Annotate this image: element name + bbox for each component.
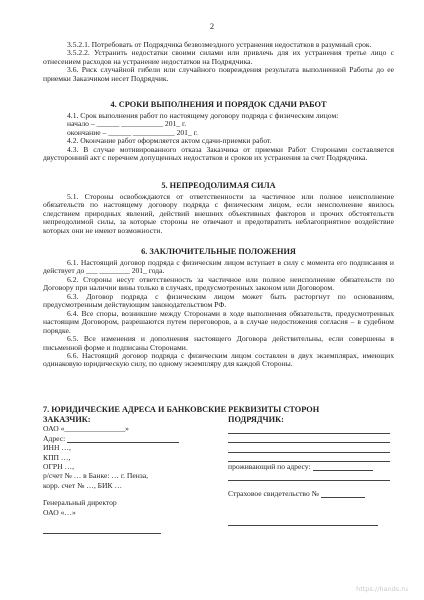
- customer-org: ОАО «________________»: [43, 424, 129, 434]
- clause-6-1: 6.1. Настоящий договор подряда с физическим лицом вступает в силу с момента его подписания и действует до ___ ________ 201_ года.: [43, 258, 394, 276]
- clause-4-2: 4.2. Окончание работ оформляется актом сдачи-приемки работ.: [67, 136, 272, 146]
- contractor-heading: ПОДРЯДЧИК:: [228, 415, 284, 424]
- customer-address-label: Адрес:: [43, 433, 66, 443]
- section-7-title: 7. ЮРИДИЧЕСКИЕ АДРЕСА И БАНКОВСКИЕ РЕКВИЗИТЫ СТОРОН: [43, 405, 320, 414]
- customer-director: Генеральный директор: [43, 498, 117, 508]
- clause-4-3: 4.3. В случае мотивированного отказа Заказчика от приемки Работ Сторонами составляется двусторонний акт с перечнем допущенных недостатков и сроков их устранения за счет Подрядчика.: [43, 144, 394, 163]
- clause-3-6: 3.6. Риск случайной гибели или случайного повреждения результата выполненной Работы до ее приемки Заказчиком несет Подрядчик.: [43, 65, 394, 83]
- clause-3-5-2-1: 3.5.2.1. Потребовать от Подрядчика безвозмездного устранения недостатков в разумный срок.: [67, 40, 372, 49]
- customer-heading: ЗАКАЗЧИК:: [43, 415, 91, 424]
- contractor-name-line: [228, 426, 390, 434]
- customer-address-row: [43, 434, 213, 443]
- customer-inn: ИНН …,: [43, 443, 71, 453]
- term-end: окончание – ______ ___________ 201_ г.: [67, 127, 198, 137]
- contractor-residence-row: [228, 462, 394, 471]
- customer-kpp: КПП …,: [43, 452, 71, 462]
- clause-3-5-2-2: 3.5.2.2. Устранить недостатки своими силами или привлечь для их устранения третье лицо с отнесением расходов на устранение недостатков на Подрядчика.: [43, 48, 394, 66]
- contractor-line-2: [228, 435, 390, 443]
- customer-address-line: [67, 435, 179, 443]
- contractor-line-4: [228, 454, 390, 462]
- clause-6-2: 6.2. Стороны несут ответственность за частичное или полное неисполнение обязательств по Договору при наличии вины только в случаях, предусмотренных законом или Договором.: [43, 274, 394, 293]
- contractor-insurance-line: [321, 490, 365, 498]
- clause-5-1: 5.1. Стороны освобождаются от ответственности за частичное или полное неисполнение обязательств по настоящему договору подряда с физическим лицом, если неисполнение явилось следствием природных явлений, действий внешних объективных факторов и прочих обстоятельств непреодолимой силы, за которые стороны не отвечают и предотвратить неблагоприятное воздействие которых они не имеют возможности.: [43, 192, 394, 235]
- contractor-column: [228, 415, 394, 526]
- section-5-title: 5. НЕПРЕОДОЛИМАЯ СИЛА: [161, 181, 276, 190]
- section-4-body: [43, 112, 394, 163]
- term-start: начало – ______ ___________ 201_ г.: [67, 119, 187, 129]
- contractor-line-3: [228, 445, 390, 453]
- clause-6-3: 6.3. Договор подряда с физическим лицом может быть расторгнут по основаниям, предусмотренным действующим законодательством РФ.: [43, 291, 394, 310]
- contractor-residence-line: [313, 463, 373, 471]
- contractor-insurance-row: [228, 489, 394, 498]
- contractor-residence-label: проживающий по адресу:: [228, 462, 311, 472]
- contractor-address-line: [228, 473, 390, 481]
- customer-column: [43, 415, 213, 534]
- contractor-insurance-label: Страховое свидетельство №: [228, 488, 319, 498]
- section-6-body: [43, 259, 394, 369]
- section-4-title: 4. СРОКИ ВЫПОЛНЕНИЯ И ПОРЯДОК СДАЧИ РАБОТ: [110, 100, 327, 109]
- section-6-title: 6. ЗАКЛЮЧИТЕЛЬНЫЕ ПОЛОЖЕНИЯ: [141, 247, 296, 256]
- customer-ogrn: ОГРН …,: [43, 462, 74, 472]
- watermark: https://hands.ru: [356, 585, 408, 593]
- section-5-body: [43, 193, 394, 235]
- customer-account: р/счет № … в Банке: … г. Пенза,: [43, 471, 149, 481]
- page-number: 2: [209, 21, 215, 31]
- clause-6-4: 6.4. Все споры, возникшие между Сторонами в ходе выполнения обязательств, предусмотренных настоящим Договором, разрешаются путем переговоров, а в случае недостижения согласия – в судебном порядке.: [43, 308, 394, 335]
- customer-director-org: ОАО «…»: [43, 507, 76, 517]
- clause-6-6: 6.6. Настоящий договор подряда с физическим лицом составлен в двух экземплярах, имеющих одинаковую юридическую силу, по одному экземпляру для каждой Стороны.: [43, 350, 394, 369]
- clause-4-1: 4.1. Срок выполнения работ по настоящему договору подряда с физическим лицом:: [67, 111, 339, 120]
- clause-6-5: 6.5. Все изменения и дополнения настоящего Договора действительны, если совершены в письменной форме и подписаны Сторонами.: [43, 334, 394, 352]
- contractor-signature-line: [228, 518, 378, 526]
- customer-signature-line: [43, 526, 161, 534]
- top-clauses: [43, 41, 394, 83]
- customer-corr: корр. счет № …, БИК …: [43, 480, 123, 490]
